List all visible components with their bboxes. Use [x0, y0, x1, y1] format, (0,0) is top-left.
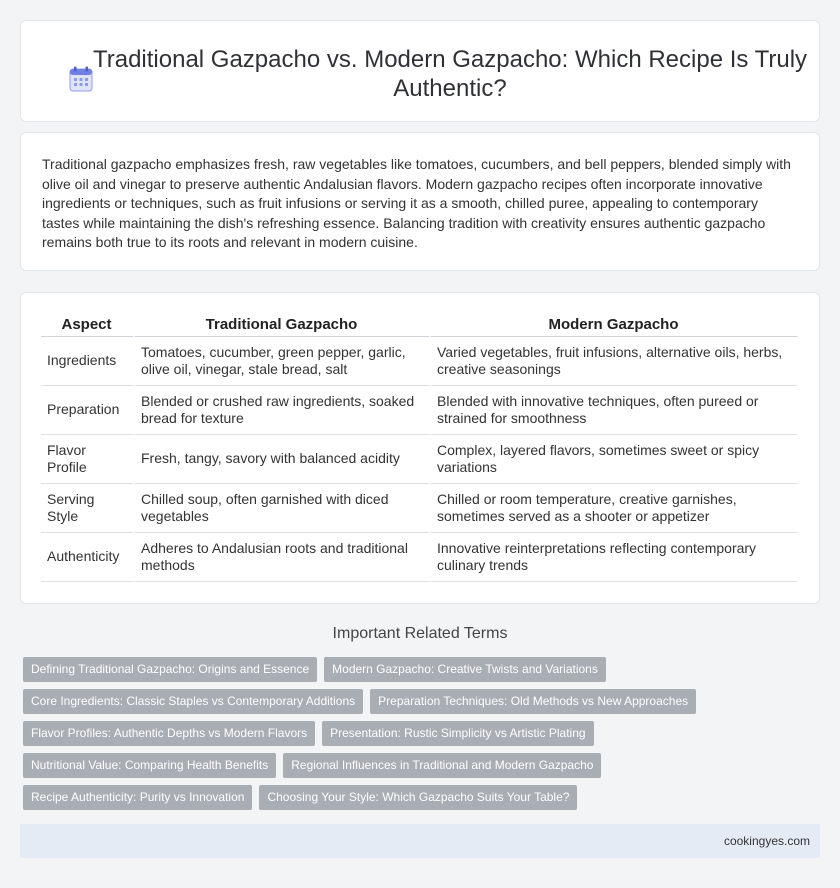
cell-traditional: Fresh, tangy, savory with balanced acidity — [135, 435, 431, 484]
table-row — [41, 533, 799, 582]
cell-aspect: Serving Style — [41, 484, 135, 533]
comparison-table — [41, 315, 799, 582]
cell-modern: Blended with innovative techniques, often pureed or strained for smoothness — [431, 386, 799, 435]
related-term-tag[interactable]: Core Ingredients: Classic Staples vs Contemporary Additions — [23, 689, 363, 714]
related-term-tag[interactable]: Defining Traditional Gazpacho: Origins and Essence — [23, 657, 317, 682]
cell-modern: Chilled or room temperature, creative garnishes, sometimes served as a shooter or appetizer — [431, 484, 799, 533]
related-term-tag[interactable]: Flavor Profiles: Authentic Depths vs Modern Flavors — [23, 721, 315, 746]
intro-paragraph: Traditional gazpacho emphasizes fresh, raw vegetables like tomatoes, cucumbers, and bell peppers, blended simply with olive oil and vinegar to preserve authentic Andalusian flavors. Modern gazpacho recipes often incorporate innovative ingredients or techniques, such as fruit infusions or serving it as a smooth, chilled puree, appealing to contemporary tastes while maintaining the dish's refreshing essence. Balancing tradition with creativity ensures authentic gazpacho remains both true to its roots and relevant in modern cuisine. — [42, 156, 791, 250]
comparison-card — [20, 292, 820, 604]
cell-aspect: Flavor Profile — [41, 435, 135, 484]
related-term-tag[interactable]: Regional Influences in Traditional and Modern Gazpacho — [283, 753, 601, 778]
table-row — [41, 435, 799, 484]
cell-aspect: Authenticity — [41, 533, 135, 582]
cell-modern: Innovative reinterpretations reflecting contemporary culinary trends — [431, 533, 799, 582]
footer — [20, 824, 820, 858]
page-title: Traditional Gazpacho vs. Modern Gazpacho: Which Recipe Is Truly Authentic? — [92, 46, 808, 102]
footer-site-link[interactable]: cookingyes.com — [723, 834, 810, 848]
table-row — [41, 386, 799, 435]
cell-traditional: Chilled soup, often garnished with diced vegetables — [135, 484, 431, 533]
related-terms-title: Important Related Terms — [332, 625, 508, 642]
related-term-tag[interactable]: Recipe Authenticity: Purity vs Innovation — [23, 785, 252, 810]
header-traditional: Traditional Gazpacho — [135, 315, 431, 337]
cell-aspect: Ingredients — [41, 337, 135, 386]
header-aspect: Aspect — [41, 315, 135, 337]
related-term-tag[interactable]: Choosing Your Style: Which Gazpacho Suits Your Table? — [259, 785, 577, 810]
table-row — [41, 484, 799, 533]
cell-aspect: Preparation — [41, 386, 135, 435]
header-card — [20, 20, 820, 122]
cell-modern: Complex, layered flavors, sometimes sweet or spicy variations — [431, 435, 799, 484]
cell-modern: Varied vegetables, fruit infusions, alternative oils, herbs, creative seasonings — [431, 337, 799, 386]
related-term-tag[interactable]: Preparation Techniques: Old Methods vs New Approaches — [370, 689, 696, 714]
related-terms-list — [23, 657, 803, 817]
cell-traditional: Tomatoes, cucumber, green pepper, garlic, olive oil, vinegar, stale bread, salt — [135, 337, 431, 386]
table-header-row — [41, 315, 799, 337]
related-term-tag[interactable]: Modern Gazpacho: Creative Twists and Variations — [324, 657, 606, 682]
header-modern: Modern Gazpacho — [431, 315, 799, 337]
related-term-tag[interactable]: Presentation: Rustic Simplicity vs Artistic Plating — [322, 721, 593, 746]
related-term-tag[interactable]: Nutritional Value: Comparing Health Benefits — [23, 753, 276, 778]
intro-card — [20, 132, 820, 271]
cell-traditional: Blended or crushed raw ingredients, soaked bread for texture — [135, 386, 431, 435]
calendar-icon — [69, 66, 93, 92]
table-row — [41, 337, 799, 386]
cell-traditional: Adheres to Andalusian roots and traditional methods — [135, 533, 431, 582]
